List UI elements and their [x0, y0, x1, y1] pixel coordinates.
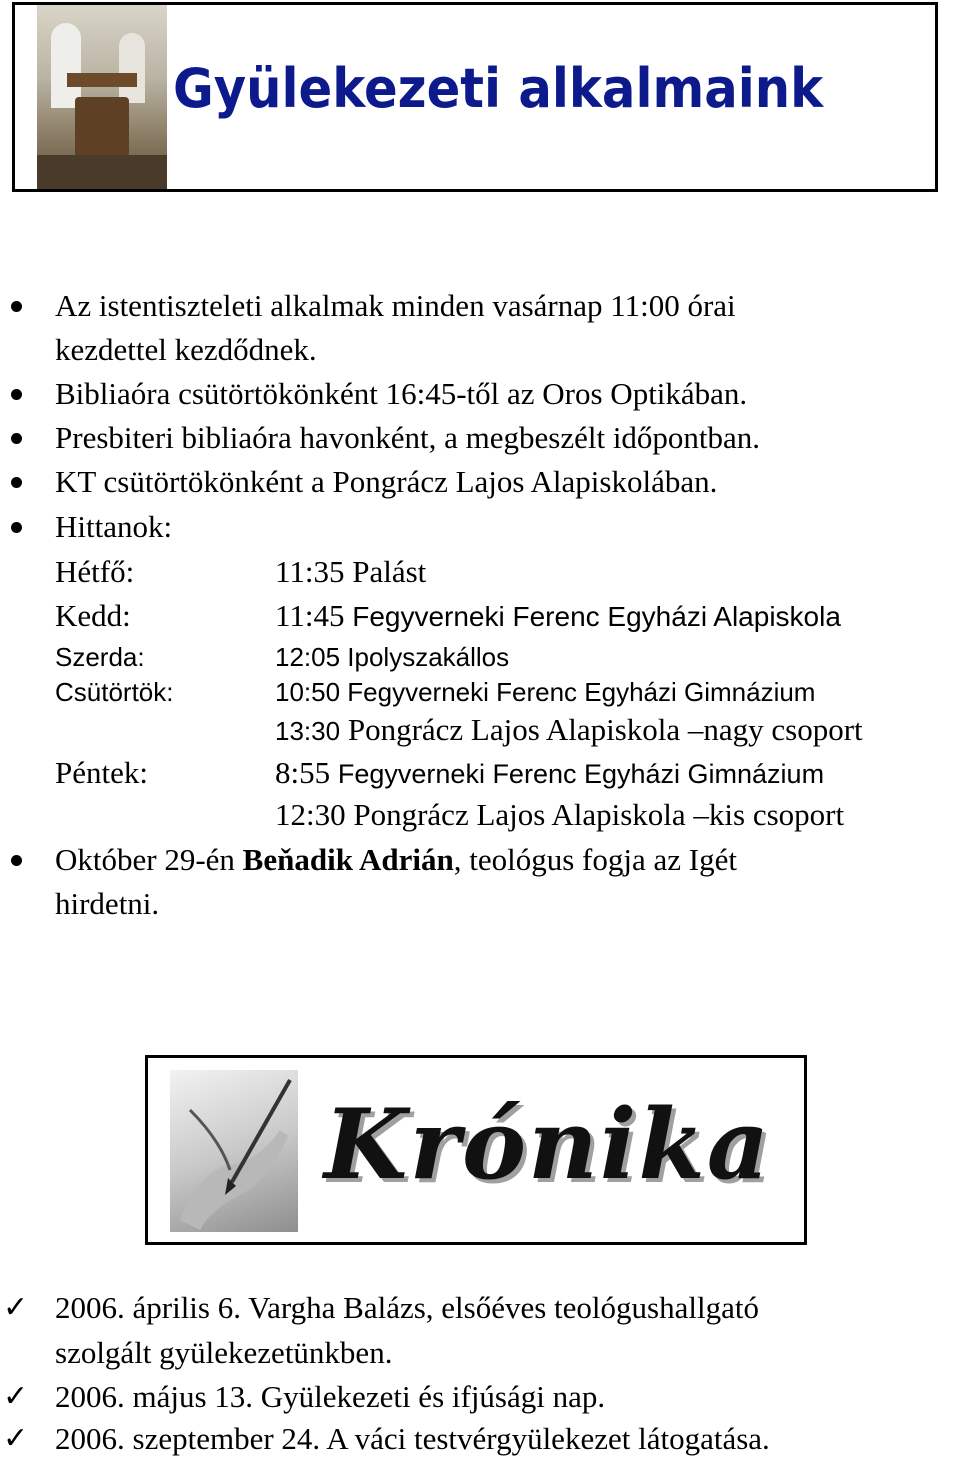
bullet-icon: [11, 301, 22, 312]
schedule-place: Pongrácz Lajos Alapiskola –nagy csoport: [347, 712, 863, 747]
schedule-day-tuesday: Kedd:: [55, 598, 131, 633]
schedule-wednesday-slot: 12:05 Ipolyszakállos: [275, 642, 510, 672]
sermon-text: , teológus fogja az Igét: [453, 842, 737, 877]
schedule-monday-slot: 11:35 Palást: [275, 554, 427, 589]
event-item-5: Hittanok:: [55, 509, 173, 544]
preacher-name: Beňadik Adrián: [242, 842, 454, 877]
event-item-4: KT csütörtökönként a Pongrácz Lajos Alapiskolában.: [55, 464, 718, 499]
event-item-2: Bibliaóra csütörtökönként 16:45-től az Oros Optikában.: [55, 376, 748, 411]
church-interior-image: [37, 5, 167, 189]
schedule-thursday-slot-2: [275, 712, 863, 748]
bullet-icon: [11, 389, 22, 400]
checkmark-icon: ✓: [3, 1379, 29, 1414]
schedule-day-monday: Hétfő:: [55, 554, 135, 589]
chronicle-entry-1-line-1: 2006. április 6. Vargha Balázs, elsőéves teológushallgató: [55, 1290, 759, 1325]
bullet-icon: [11, 855, 22, 866]
checkmark-icon: ✓: [3, 1421, 29, 1456]
schedule-time: 13:30: [275, 716, 341, 746]
schedule-tuesday-slot: [275, 598, 841, 634]
event-item-3: Presbiteri bibliaóra havonként, a megbeszélt időpontban.: [55, 420, 761, 455]
sermon-announcement-line-2: hirdetni.: [55, 886, 160, 921]
event-item-1-line-1: Az istentiszteleti alkalmak minden vasárnap 11:00 órai: [55, 288, 736, 323]
bullet-icon: [11, 477, 22, 488]
chronicle-banner: [145, 1055, 807, 1245]
chronicle-title: Krónika: [324, 1088, 772, 1201]
bullet-icon: [11, 433, 22, 444]
schedule-day-friday: Péntek:: [55, 755, 148, 790]
sermon-announcement: [55, 842, 737, 878]
banner-title: Gyülekezeti alkalmaink: [173, 57, 824, 120]
schedule-day-wednesday: Szerda:: [55, 642, 145, 672]
schedule-place: Fegyverneki Ferenc Egyházi Gimnázium: [337, 759, 825, 789]
sermon-date: Október 29-én: [55, 842, 235, 877]
event-item-1-line-2: kezdettel kezdődnek.: [55, 332, 317, 367]
chronicle-entry-3: 2006. szeptember 24. A váci testvérgyülekezet látogatása.: [55, 1421, 770, 1456]
header-banner: [12, 2, 938, 192]
chronicle-entry-1-line-2: szolgált gyülekezetünkben.: [55, 1335, 393, 1370]
schedule-friday-slot-1: [275, 755, 824, 791]
chronicle-entry-2: 2006. május 13. Gyülekezeti és ifjúsági nap.: [55, 1379, 606, 1414]
schedule-day-thursday: Csütörtök:: [55, 677, 174, 707]
schedule-time: 8:55: [275, 755, 331, 790]
bullet-icon: [11, 522, 22, 533]
schedule-time: 11:45: [275, 598, 345, 633]
hand-writing-image: [170, 1070, 298, 1232]
schedule-place: Fegyverneki Ferenc Egyházi Alapiskola: [352, 601, 841, 632]
schedule-friday-slot-2: 12:30 Pongrácz Lajos Alapiskola –kis csoport: [275, 797, 845, 832]
schedule-thursday-slot-1: 10:50 Fegyverneki Ferenc Egyházi Gimnázium: [275, 677, 816, 707]
checkmark-icon: ✓: [3, 1290, 29, 1325]
